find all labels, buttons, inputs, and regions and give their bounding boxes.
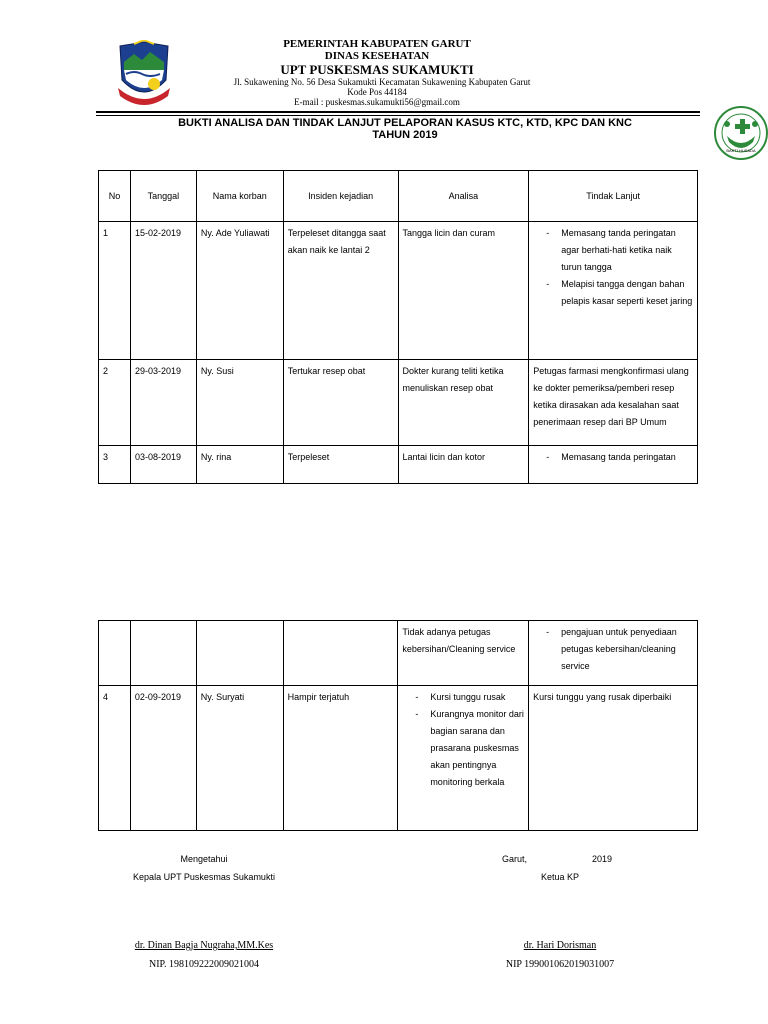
header-government: PEMERINTAH KABUPATEN GARUT	[283, 38, 471, 50]
header-insiden: Insiden kejadian	[283, 171, 398, 222]
signature-left-title: Kepala UPT Puskesmas Sukamukti	[133, 872, 275, 882]
cell-no: 1	[99, 222, 131, 360]
cell-tanggal: 03-08-2019	[130, 446, 196, 484]
cell-tindak	[529, 446, 698, 484]
table-row-continuation	[99, 621, 698, 686]
table-row	[99, 686, 698, 831]
cell-tindak: Kursi tunggu yang rusak diperbaiki	[529, 686, 698, 831]
document-title: BUKTI ANALISA DAN TINDAK LANJUT PELAPORAN KASUS KTC, KTD, KPC DAN KNC	[178, 117, 632, 129]
cell-insiden: Terpeleset ditangga saat akan naik ke lantai 2	[283, 222, 398, 360]
cell-no	[99, 621, 131, 686]
signature-left-acknowledged: Mengetahui	[180, 854, 228, 864]
table-row	[99, 222, 698, 360]
table-row	[99, 360, 698, 446]
header-tanggal: Tanggal	[130, 171, 196, 222]
incident-table-continued	[98, 620, 698, 831]
cell-nama	[196, 621, 283, 686]
bakti-husada-caption: BAKTI HUSADA	[726, 148, 756, 153]
table-row	[99, 446, 698, 484]
cell-tindak	[529, 621, 698, 686]
cell-insiden: Hampir terjatuh	[283, 686, 398, 831]
header-email: E-mail : puskesmas.sukamukti56@gmail.com	[294, 97, 460, 107]
cell-no: 2	[99, 360, 131, 446]
cell-insiden: Terpeleset	[283, 446, 398, 484]
header-address: Jl. Sukawening No. 56 Desa Sukamukti Kecamatan Sukawening Kabupaten Garut	[233, 77, 531, 87]
header-divider-thin	[96, 115, 700, 116]
signature-right-name: dr. Hari Dorisman	[523, 940, 597, 951]
list-item: - Kursi tunggu rusak	[402, 689, 524, 706]
cell-insiden: Tertukar resep obat	[283, 360, 398, 446]
header-institution: UPT PUSKESMAS SUKAMUKTI	[280, 62, 474, 77]
cell-nama: Ny. Suryati	[196, 686, 283, 831]
cell-tanggal: 15-02-2019	[130, 222, 196, 360]
cell-nama: Ny. rina	[196, 446, 283, 484]
signature-left-nip: NIP. 198109222009021004	[148, 959, 259, 970]
table-header-row	[99, 171, 698, 222]
header-no: No	[99, 171, 131, 222]
header-analisa: Analisa	[398, 171, 529, 222]
signature-right-year: 2019	[592, 854, 613, 864]
list-item: - pengajuan untuk penyediaan petugas kebersihan/cleaning service	[533, 624, 693, 675]
cell-no: 3	[99, 446, 131, 484]
cell-tindak	[529, 222, 698, 360]
cell-tanggal	[130, 621, 196, 686]
header-divider-thick	[96, 111, 700, 113]
list-item: - Kurangnya monitor dari bagian sarana dan prasarana puskesmas akan pentingnya monitoring berkala	[402, 706, 524, 791]
cell-analisa: Tangga licin dan curam	[398, 222, 529, 360]
cell-analisa: Dokter kurang teliti ketika menuliskan resep obat	[398, 360, 529, 446]
document-year: TAHUN 2019	[372, 129, 438, 141]
signature-right-place: Garut,	[502, 854, 528, 864]
signature-right-role: Ketua KP	[540, 872, 580, 882]
cell-insiden	[283, 621, 398, 686]
cell-no: 4	[99, 686, 131, 831]
header-department: DINAS KESEHATAN	[324, 50, 430, 62]
list-item: - Memasang tanda peringatan agar berhati-hati ketika naik turun tangga	[533, 225, 693, 276]
cell-nama: Ny. Ade Yuliawati	[196, 222, 283, 360]
header-tindak-lanjut: Tindak Lanjut	[529, 171, 698, 222]
header-nama-korban: Nama korban	[196, 171, 283, 222]
bakti-husada-logo	[713, 104, 768, 162]
cell-tindak: Petugas farmasi mengkonfirmasi ulang ke dokter pemeriksa/pemberi resep ketika dirasakan ada kesalahan saat penerimaan resep dari BP Umum	[529, 360, 698, 446]
header-postal: Kode Pos 44184	[347, 87, 407, 97]
incident-table	[98, 170, 698, 484]
cell-tanggal: 29-03-2019	[130, 360, 196, 446]
cell-analisa: Lantai licin dan kotor	[398, 446, 529, 484]
list-item: - Memasang tanda peringatan	[533, 449, 693, 466]
list-item: - Melapisi tangga dengan bahan pelapis kasar seperti keset jaring	[533, 276, 693, 310]
cell-tanggal: 02-09-2019	[130, 686, 196, 831]
cell-analisa: Tidak adanya petugas kebersihan/Cleaning service	[398, 621, 529, 686]
cell-analisa	[398, 686, 529, 831]
signature-left-name: dr. Dinan Bagja Nugraha,MM.Kes	[134, 940, 274, 951]
signature-right-nip: NIP 199001062019031007	[505, 959, 615, 970]
cell-nama: Ny. Susi	[196, 360, 283, 446]
